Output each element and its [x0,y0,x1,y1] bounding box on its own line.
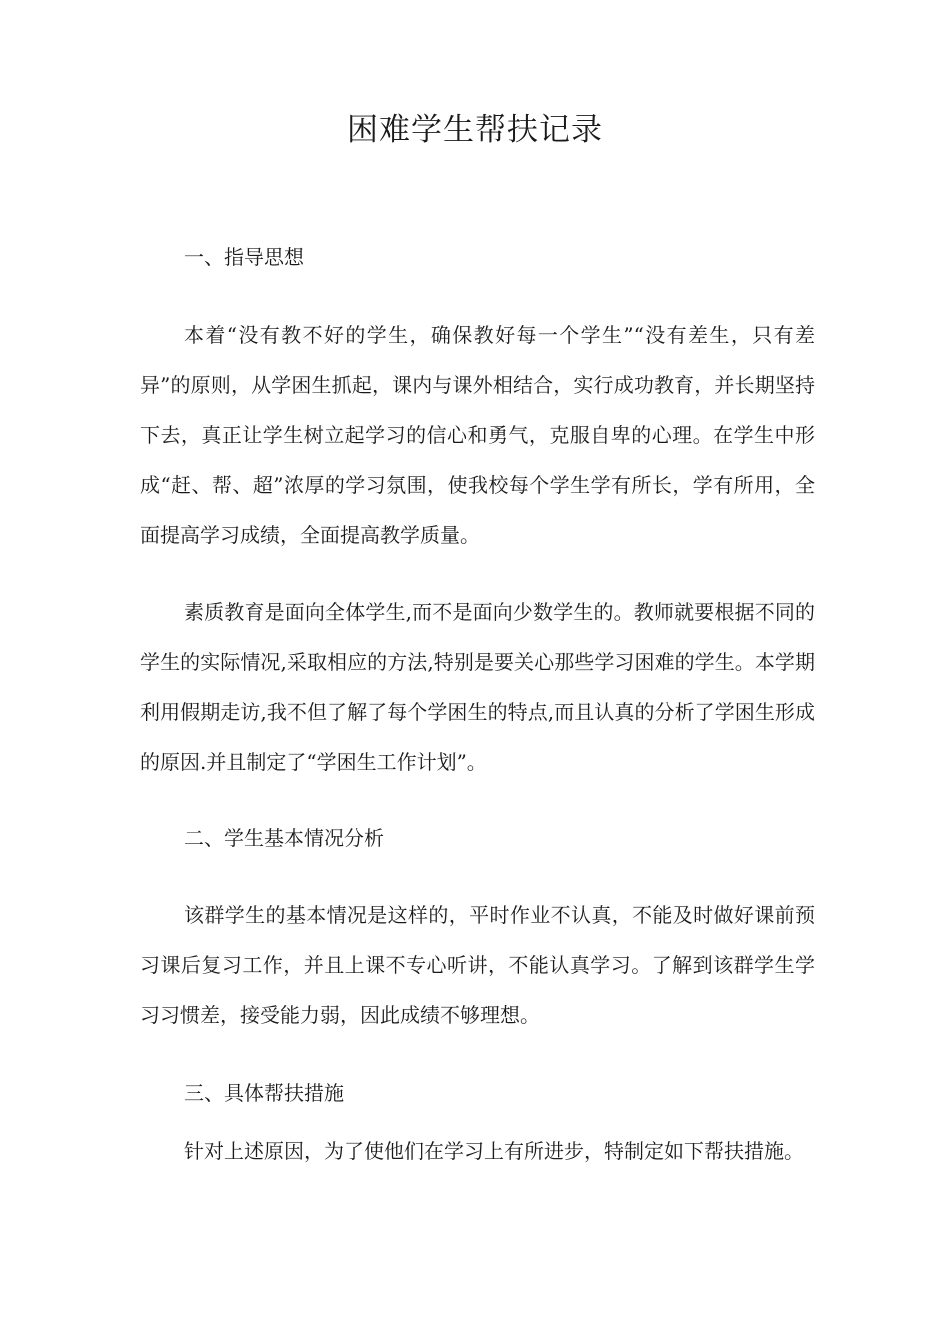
paragraph-measures-intro: 针对上述原因，为了使他们在学习上有所进步，特制定如下帮扶措施。 [184,1139,804,1163]
section-heading-guiding-ideology: 一、指导思想 [184,245,304,269]
section-heading-student-analysis: 二、学生基本情况分析 [184,826,384,850]
paragraph-guiding-principle: 本着“没有教不好的学生，确保教好每一个学生”“没有差生，只有差异”的原则，从学困生抓起，课内与课外相结合，实行成功教育，并长期坚持下去，真正让学生树立起学习的信心和勇气，克服自卑的心理。在学生中形成“赶、帮、超”浓厚的学习氛围，使我校每个学生学有所长，学有所用，全面提高学习成绩，全面提高教学质量。 [140,323,815,547]
paragraph-student-situation: 该群学生的基本情况是这样的，平时作业不认真，不能及时做好课前预习课后复习工作，并且上课不专心听讲，不能认真学习。了解到该群学生学习习惯差，接受能力弱，因此成绩不够理想。 [140,903,815,1027]
paragraph-quality-education: 素质教育是面向全体学生,而不是面向少数学生的。教师就要根据不同的学生的实际情况,采取相应的方法,特别是要关心那些学习困难的学生。本学期利用假期走访,我不但了解了每个学困生的特点,而且认真的分析了学困生形成的原因.并且制定了“学困生工作计划”。 [140,600,815,774]
section-heading-assistance-measures: 三、具体帮扶措施 [184,1081,344,1105]
document-title: 困难学生帮扶记录 [347,112,603,148]
